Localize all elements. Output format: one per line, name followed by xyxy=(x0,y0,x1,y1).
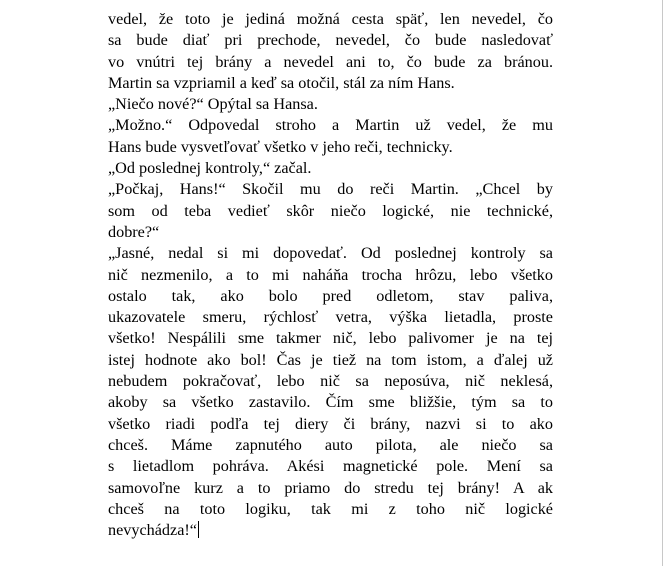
text-line xyxy=(108,222,553,243)
text-line xyxy=(108,158,553,179)
text-line xyxy=(108,179,553,200)
text-line-content: Hans bude vysvetľovať všetko v jeho reči, technicky. xyxy=(108,137,453,156)
text-line-content: nebudem pokračovať, lebo nič sa neposúva, nič neklesá, xyxy=(108,372,553,391)
text-line-content: dobre?“ xyxy=(108,222,160,241)
text-line-content: ukazovatele smeru, rýchlosť vetra, výška lietadla, proste xyxy=(108,308,553,327)
text-line xyxy=(108,137,553,158)
text-line xyxy=(108,115,553,136)
text-line-content: istej hodnote ako bol! Čas je tiež na tom istom, a ďalej už xyxy=(108,350,553,369)
text-line xyxy=(108,520,553,541)
text-line-content: chceš. Máme zapnutého auto pilota, ale niečo sa xyxy=(108,435,553,454)
text-line xyxy=(108,392,553,413)
text-line-content: „Niečo nové?“ Opýtal sa Hansa. xyxy=(108,95,318,114)
text-line xyxy=(108,94,553,115)
text-line-content: akoby sa všetko zastavilo. Čím sme bližšie, tým sa to xyxy=(108,393,553,412)
text-line-content: nevychádza!“ xyxy=(108,521,197,540)
text-line-content: Martin sa vzpriamil a keď sa otočil, stál za ním Hans. xyxy=(108,73,455,92)
text-line-content: s lietadlom pohráva. Akési magnetické pole. Mení sa xyxy=(108,457,553,476)
text-line xyxy=(108,414,553,435)
text-line-content: sa bude diať pri prechode, nevedel, čo bude nasledovať xyxy=(108,31,553,50)
text-line xyxy=(108,30,553,51)
text-line xyxy=(108,371,553,392)
text-line-content: chceš na toto logiku, tak mi z toho nič logické xyxy=(108,499,553,518)
text-line xyxy=(108,73,553,94)
text-line xyxy=(108,9,553,30)
text-line-content: nič nezmenilo, a to mi naháňa trocha hrôzu, lebo všetko xyxy=(108,265,553,284)
text-line-content: som od teba vedieť skôr niečo logické, nie technické, xyxy=(108,201,553,220)
text-line xyxy=(108,456,553,477)
text-line xyxy=(108,350,553,371)
text-line-content: všetko! Nespálili sme takmer nič, lebo palivomer je na tej xyxy=(108,329,553,348)
text-line-content: „Možno.“ Odpovedal stroho a Martin už vedel, že mu xyxy=(108,116,553,135)
text-line xyxy=(108,499,553,520)
text-line-content: „Jasné, nedal si mi dopovedať. Od poslednej kontroly sa xyxy=(108,244,553,263)
text-line-content: samovoľne kurz a to priamo do stredu tej brány! A ak xyxy=(108,478,553,497)
text-line xyxy=(108,328,553,349)
text-caret xyxy=(198,521,199,538)
text-line xyxy=(108,435,553,456)
text-line-content: všetko riadi podľa tej diery či brány, nazvi si to ako xyxy=(108,414,553,433)
text-line xyxy=(108,201,553,222)
text-line xyxy=(108,265,553,286)
text-line-content: vo vnútri tej brány a nevedel ani to, čo bude za bránou. xyxy=(108,52,553,71)
text-line xyxy=(108,52,553,73)
text-line xyxy=(108,243,553,264)
text-line xyxy=(108,478,553,499)
text-line-content: „Počkaj, Hans!“ Skočil mu do reči Martin. „Chcel by xyxy=(108,180,553,199)
document-text-body[interactable] xyxy=(108,9,553,541)
text-line-content: ostalo tak, ako bolo pred odletom, stav paliva, xyxy=(108,286,553,305)
text-line xyxy=(108,307,553,328)
text-line-content: „Od poslednej kontroly,“ začal. xyxy=(108,159,312,178)
text-line xyxy=(108,286,553,307)
text-line-content: vedel, že toto je jediná možná cesta späť, len nevedel, čo xyxy=(108,10,553,28)
